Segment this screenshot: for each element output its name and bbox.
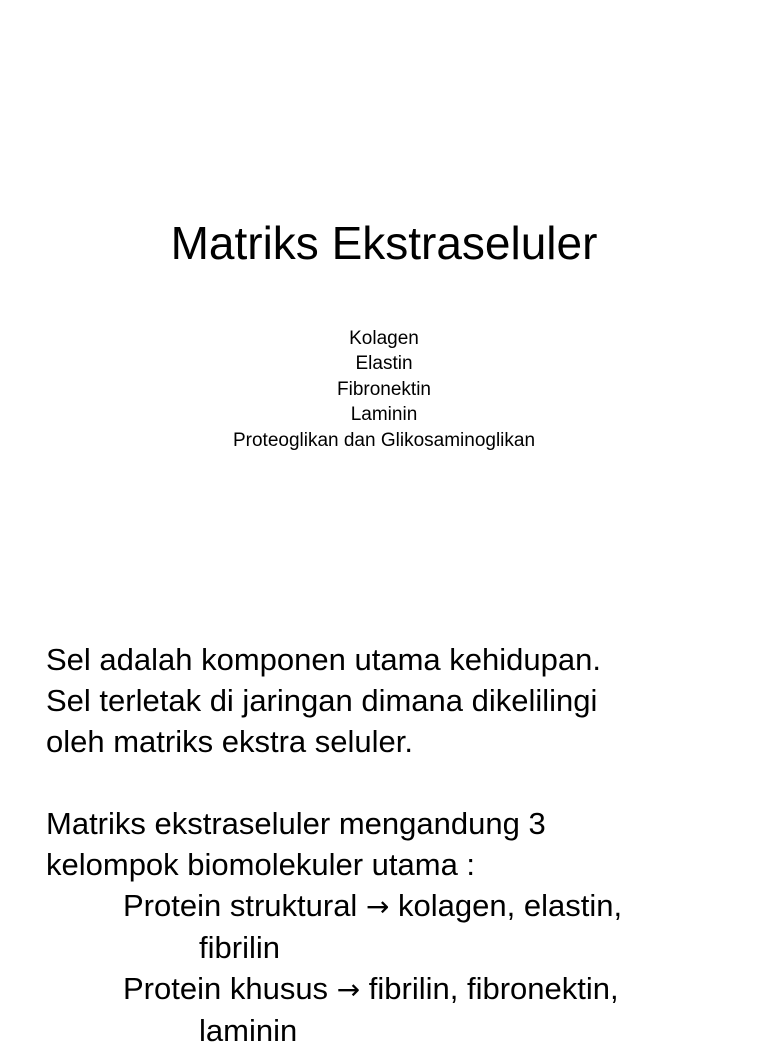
item-label: Protein struktural [123, 888, 358, 923]
topic-item: Proteoglikan dan Glikosaminoglikan [232, 429, 536, 451]
topic-item: Kolagen [349, 328, 419, 349]
slide-title: Matriks Ekstraseluler [170, 217, 598, 269]
arrow-right-icon: → [365, 890, 390, 923]
text-line: oleh matriks ekstra seluler. [46, 724, 413, 759]
item-continuation: fibrilin [199, 930, 280, 965]
intro-paragraph [46, 639, 746, 762]
topic-item: Elastin [355, 353, 413, 375]
components-paragraph [46, 803, 746, 1051]
item-detail: fibrilin, fibronektin, [368, 971, 619, 1006]
slide-body [46, 639, 746, 1051]
text-line: kelompok biomolekuler utama : [46, 847, 476, 882]
text-line: Sel adalah komponen utama kehidupan. [46, 642, 601, 677]
topic-item: Fibronektin [337, 378, 431, 400]
topic-item: Laminin [350, 404, 418, 426]
item-detail: kolagen, elastin, [398, 888, 623, 923]
arrow-right-icon: → [336, 973, 361, 1006]
bullet-item [46, 885, 746, 927]
bullet-item [46, 968, 746, 1010]
topic-list [0, 326, 768, 453]
text-line: Matriks ekstraseluler mengandung 3 [46, 806, 546, 841]
item-label: Protein khusus [123, 971, 329, 1006]
item-continuation: laminin [199, 1013, 298, 1048]
text-line: Sel terletak di jaringan dimana dikelilingi [46, 683, 598, 718]
